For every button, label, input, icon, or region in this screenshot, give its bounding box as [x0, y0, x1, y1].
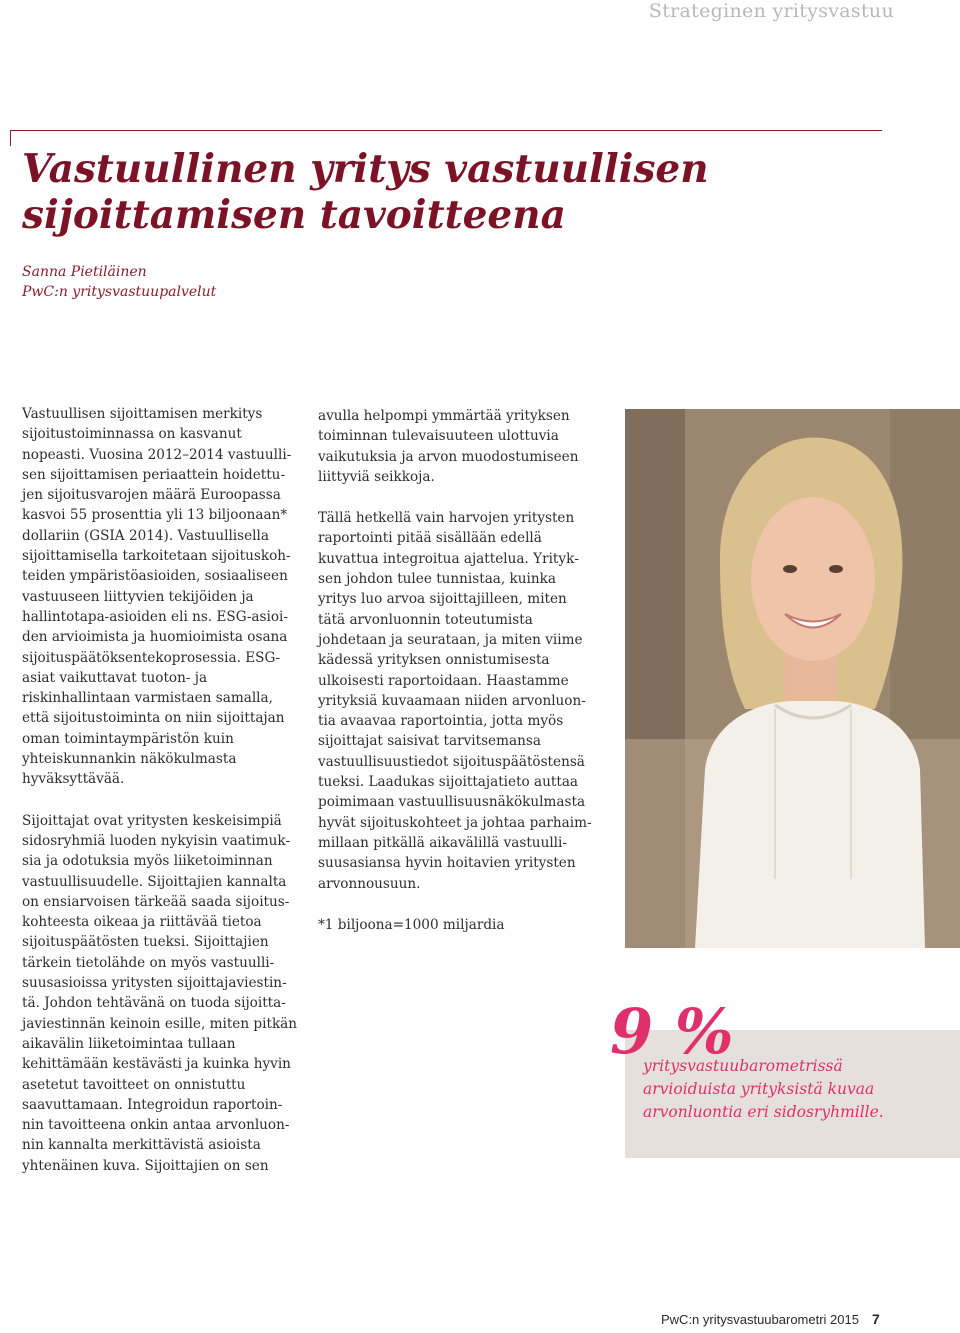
column1-paragraph-2: Sijoittajat ovat yritysten keskeisimpiä sidosryhmiä luoden nykyisin vaatimuksia ja odotuksia myös liiketoiminnan vastuullisuudelle. Sijoittajien kannalta on ensiarvoisen tärkeää saada sijoituskohteesta oikeaa ja riittävää tietoa sijoituspäätösten tueksi. Sijoittajien tärkein tietolähde on myös vastuullisuusasioissa yritysten sijoittajaviestintä. Johdon tehtävänä on tuoda sijoittajaviestinnän keinoin esille, miten pitkän aikavälin liiketoimintaa tullaan kehittämään kestävästi ja kuinka hyvin asetetut tavoitteet on onnistuttu saavuttamaan. Integroidun raportoinnin tavoitteena onkin antaa arvonluonnin kannalta merkittävistä asioista yhtenäinen kuva. Sijoittajien on sen — [22, 812, 298, 1174]
title-rule-tick — [10, 130, 11, 146]
section-header: Strateginen yritysvastuu — [648, 0, 894, 22]
column2-paragraph-1: avulla helpompi ymmärtää yrityksen toiminnan tulevaisuuteen ulottuvia vaikutuksia ja arvon muodostumiseen liittyviä seikkoja. — [318, 408, 579, 485]
page-number: 7 — [872, 1311, 880, 1327]
footnote: *1 biljoona=1000 miljardia — [318, 916, 505, 933]
title-rule — [10, 130, 882, 131]
stat-caption — [643, 1055, 943, 1124]
author-block — [22, 262, 216, 302]
footer-publication: PwC:n yritysvastuubarometri 2015 — [661, 1312, 859, 1327]
stat-percentage: 9 % — [610, 995, 734, 1068]
stat-caption-line: arvioiduista yrityksistä kuvaa — [643, 1080, 875, 1098]
body-column-1 — [22, 404, 298, 1197]
author-organization: PwC:n yritysvastuupalvelut — [22, 284, 217, 300]
portrait-photo — [625, 409, 960, 948]
body-column-2 — [318, 406, 598, 956]
stat-caption-line: arvonluontia eri sidosryhmille. — [643, 1103, 884, 1121]
stat-caption-line: yritysvastuubarometrissä — [643, 1057, 843, 1075]
portrait-illustration — [625, 409, 960, 948]
column1-paragraph-1: Vastuullisen sijoittamisen merkitys sijoitustoiminnassa on kasvanut nopeasti. Vuosina 2012–2014 vastuullisen sijoittamisen periaattein hoidettujen sijoitusvarojen määrä Euroopassa kasvoi 55 prosenttia yli 13 biljoonaan* dollariin (GSIA 2014). Vastuullisella sijoittamisella tarkoitetaan sijoituskohteiden ympäristöasioiden, sosiaaliseen vastuuseen liittyvien tekijöiden ja hallintotapa-asioiden eli ns. ESG-asioiden arvioimista ja huomioimista osana sijoituspäätöksentekoprosessia. ESG-asiat vaikuttavat tuoton- ja riskinhallintaan varmistaen samalla, että sijoitustoiminta on niin sijoittajan oman toimintaympäristön kuin yhteiskunnankin näkökulmasta hyväksyttävää. — [22, 406, 292, 788]
article-title: Vastuullinen yritys vastuullisen sijoittamisen tavoitteena — [22, 146, 709, 238]
column2-paragraph-2: Tällä hetkellä vain harvojen yritysten raportointi pitää sisällään edellä kuvattua integroitua ajattelua. Yrityksen johdon tulee tunnistaa, kuinka yritys luo arvoa sijoittajilleen, miten tätä arvonluonnin toteutumista johdetaan ja seurataan, ja miten viime kädessä yrityksen onnistumisesta ulkoisesti raportoidaan. Haastamme yrityksiä kuvaamaan niiden arvonluontia avaavaa raportointia, jotta myös sijoittajat saisivat tarvitsemansa vastuullisuustiedot sijoituspäätöstensä tueksi. Laadukas sijoittajatieto auttaa poimimaan vastuullisuusnäkökulmasta hyvät sijoituskohteet ja johtaa parhaimmillaan pitkällä aikavälillä vastuullisuusasiansa hyvin hoitavien yritysten arvonnousuun. — [318, 510, 592, 892]
author-name: Sanna Pietiläinen — [22, 264, 147, 280]
